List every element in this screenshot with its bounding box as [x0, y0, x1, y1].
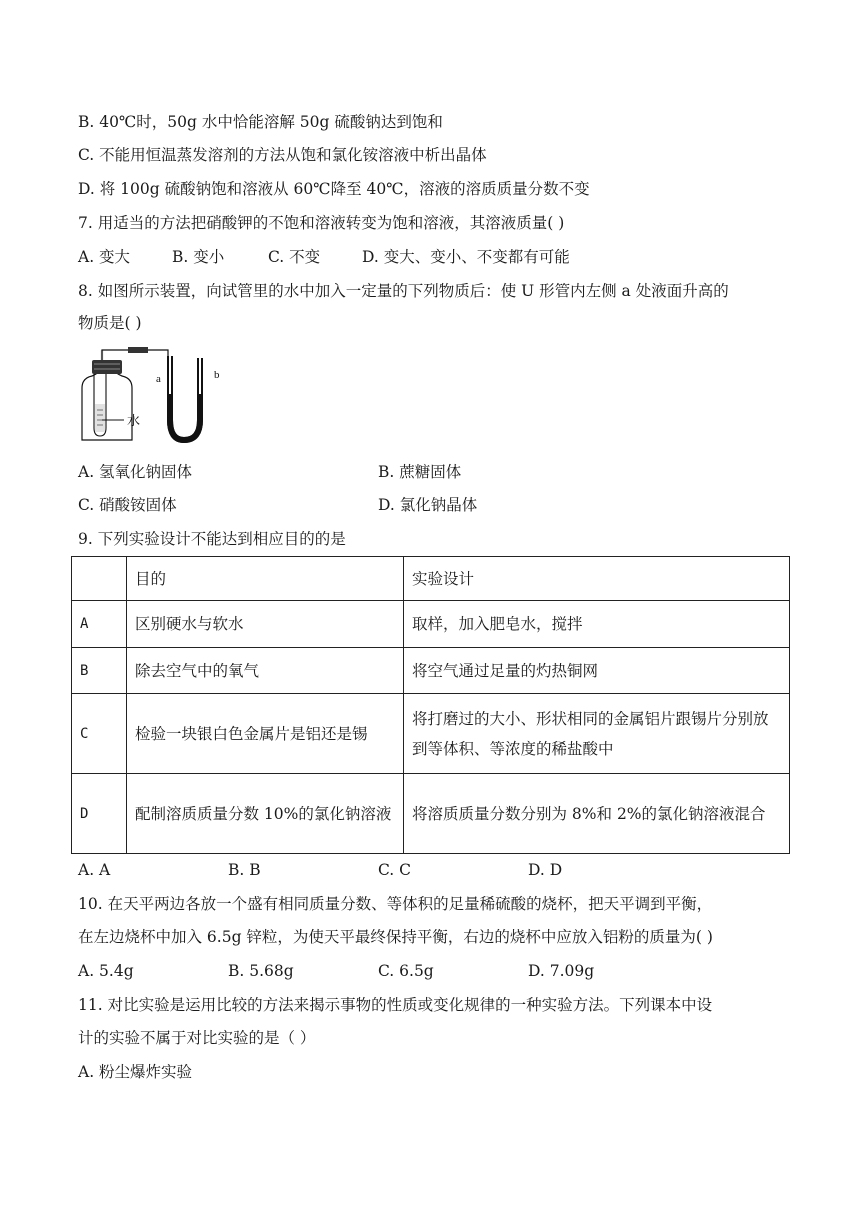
q10-option: B. 5.68g — [228, 962, 294, 980]
q7-option: D. 变大、变小、不变都有可能 — [362, 248, 570, 266]
table-header-cell: 实验设计 — [404, 557, 790, 601]
row-key: D — [72, 774, 127, 854]
q9-option: D. D — [528, 861, 563, 879]
q7-stem: 7. 用适当的方法把硝酸钾的不饱和溶液转变为饱和溶液，其溶液质量( ) — [78, 214, 565, 232]
q10-stem-line2: 在左边烧杯中加入 6.5g 锌粒，为使天平最终保持平衡，右边的烧杯中应放入铝粉的质量为( ) — [78, 928, 713, 946]
q10-option: C. 6.5g — [378, 962, 434, 980]
row-goal: 区别硬水与软水 — [127, 601, 404, 648]
table-header-cell — [72, 557, 127, 601]
row-goal: 配制溶质质量分数 10%的氯化钠溶液 — [127, 774, 404, 854]
table-header-row — [72, 557, 790, 601]
q9-option: C. C — [378, 861, 412, 879]
row-key: C — [72, 694, 127, 774]
water-label: 水 — [127, 413, 141, 428]
q6-option-c: C. 不能用恒温蒸发溶剂的方法从饱和氯化铵溶液中析出晶体 — [78, 146, 487, 164]
q9-option: A. A — [78, 861, 111, 879]
table-header-cell: 目的 — [127, 557, 404, 601]
q11-option-a: A. 粉尘爆炸实验 — [78, 1063, 193, 1081]
q8-option: A. 氢氧化钠固体 — [78, 463, 193, 481]
q7-option: B. 变小 — [172, 248, 225, 266]
q8-option: B. 蔗糖固体 — [378, 463, 462, 481]
q8-option: C. 硝酸铵固体 — [78, 496, 177, 514]
q11-stem-line2: 计的实验不属于对比实验的是（ ） — [78, 1029, 316, 1047]
label-a: a — [156, 373, 161, 385]
table-row — [72, 694, 790, 774]
row-design: 将溶质质量分数分别为 8%和 2%的氯化钠溶液混合 — [404, 774, 790, 854]
row-key: A — [72, 601, 127, 648]
q6-option-d: D. 将 100g 硫酸钠饱和溶液从 60℃降至 40℃，溶液的溶质质量分数不变 — [78, 180, 590, 198]
table-row — [72, 601, 790, 648]
q9-option: B. B — [228, 861, 261, 879]
q10-option: A. 5.4g — [78, 962, 134, 980]
label-b: b — [214, 369, 220, 381]
q10-stem-line1: 10. 在天平两边各放一个盛有相同质量分数、等体积的足量稀硫酸的烧杯，把天平调到平衡， — [78, 895, 713, 913]
row-key: B — [72, 648, 127, 694]
row-design: 取样，加入肥皂水，搅拌 — [404, 601, 790, 648]
u-tube-apparatus-figure — [76, 344, 226, 446]
row-goal: 检验一块银白色金属片是铝还是锡 — [127, 694, 404, 774]
q7-option: A. 变大 — [78, 248, 131, 266]
row-design: 将空气通过足量的灼热铜网 — [404, 648, 790, 694]
row-design: 将打磨过的大小、形状相同的金属铝片跟锡片分别放到等体积、等浓度的稀盐酸中 — [404, 694, 790, 774]
q8-stem-line2: 物质是( ) — [78, 314, 142, 332]
q8-stem-line1: 8. 如图所示装置，向试管里的水中加入一定量的下列物质后：使 U 形管内左侧 a 处液面升高的 — [78, 282, 729, 300]
q7-option: C. 不变 — [268, 248, 321, 266]
q9-stem: 9. 下列实验设计不能达到相应目的的是 — [78, 530, 346, 548]
row-goal: 除去空气中的氧气 — [127, 648, 404, 694]
table-row — [72, 774, 790, 854]
q8-option: D. 氯化钠晶体 — [378, 496, 478, 514]
q11-stem-line1: 11. 对比实验是运用比较的方法来揭示事物的性质或变化规律的一种实验方法。下列课本中设 — [78, 996, 713, 1014]
experiment-table — [71, 556, 790, 854]
q6-option-b: B. 40℃时，50g 水中恰能溶解 50g 硫酸钠达到饱和 — [78, 113, 443, 131]
q10-option: D. 7.09g — [528, 962, 595, 980]
table-row — [72, 648, 790, 694]
